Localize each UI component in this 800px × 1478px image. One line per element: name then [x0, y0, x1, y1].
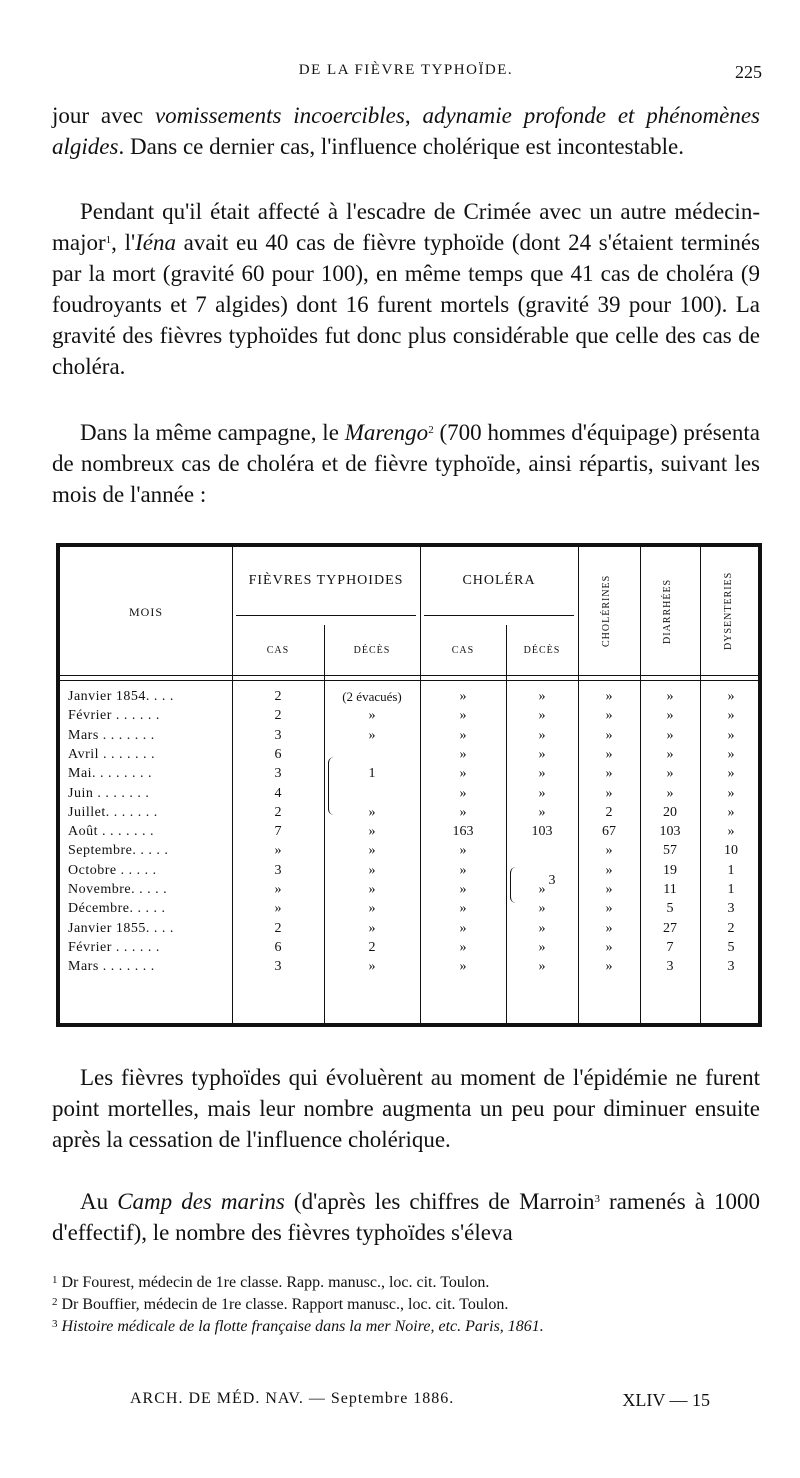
row-dys: »: [727, 824, 735, 840]
row-ccas: »: [459, 746, 467, 762]
table-row: [60, 824, 758, 843]
row-ccas: »: [459, 804, 467, 820]
row-dys: »: [727, 708, 735, 724]
row-chol: »: [605, 843, 613, 859]
row-cdec: »: [538, 920, 546, 936]
row-diar: »: [666, 785, 674, 801]
header-cholera: CHOLÉRA: [462, 573, 536, 588]
row-dys: »: [727, 766, 735, 782]
row-cdec: »: [538, 746, 546, 762]
paragraph-1: [52, 100, 760, 162]
row-cdec: »: [538, 882, 546, 897]
row-mois: Septembre. . . . .: [68, 843, 169, 859]
row-fcas: 3: [274, 727, 282, 743]
row-dys: »: [727, 727, 735, 743]
row-chol: »: [605, 959, 613, 975]
row-chol: »: [605, 766, 613, 782]
p2-text-1: Pendant qu'il était affecté à l'escadre de Crimée avec un autre médecin-major: [52, 199, 760, 255]
p2-text-2: , l': [111, 230, 136, 255]
row-diar: 20: [663, 804, 677, 820]
row-fcas: 2: [274, 920, 282, 936]
row-dys: »: [727, 785, 735, 801]
row-fcas: 7: [274, 824, 282, 840]
data-table: [56, 543, 762, 1027]
row-chol: 67: [602, 824, 616, 840]
table-row: [60, 747, 758, 766]
cholera-deces-merged: 3: [548, 873, 556, 888]
row-chol: 2: [605, 804, 613, 820]
table-brace-fievres: [236, 615, 416, 616]
running-header: [50, 62, 762, 86]
header-dysenteries: DYSENTERIES: [723, 571, 734, 651]
p2-text-3: avait eu 40 cas de fièvre typhoïde (dont 24 s'étaient terminés par la mort (gravité 60 pour 100), en même temps que 41 cas de choléra (9 foudroyants et 7 algides) dont 16 furent mortels (gravité 39 pour 100). La gravité des fièvres typhoïdes fut donc plus considérable que celle des cas de choléra.: [52, 230, 760, 379]
row-mois: Avril . . . . . . .: [68, 746, 156, 762]
header-deces-fievres: DÉCÈS: [353, 645, 391, 656]
row-chol: »: [605, 862, 613, 878]
page-number: 225: [735, 62, 762, 82]
row-cdec: »: [538, 804, 546, 820]
footnote-ref-3[interactable]: 3: [594, 1193, 600, 1205]
table-header-rule: [60, 675, 758, 676]
row-fcas: 3: [274, 766, 282, 782]
p4-text-1: Les fièvres typhoïdes qui évoluèrent au moment de l'épidémie ne furent point mortelles, mais leur nombre augmenta un peu pour diminuer ensuite après la cessation de l'influence cholérique.: [52, 1065, 760, 1152]
row-dys: 3: [727, 959, 735, 975]
row-ccas: »: [459, 727, 467, 743]
p1-italic-2: adynamie profonde et phénomènes algides: [52, 103, 760, 159]
row-chol: »: [605, 746, 613, 762]
row-fcas: 2: [274, 804, 282, 820]
row-diar: 19: [663, 862, 677, 878]
table-row: [60, 921, 758, 940]
row-fdec: 1: [368, 766, 376, 782]
footnote-ref-1[interactable]: 1: [105, 234, 112, 246]
row-fdec: »: [368, 708, 376, 724]
row-fdec: »: [368, 843, 376, 859]
row-ccas: »: [459, 766, 467, 782]
footnote-2: [52, 1294, 760, 1315]
table-row: [60, 728, 758, 747]
row-fcas: 6: [274, 939, 282, 955]
row-dys: »: [727, 804, 735, 820]
table-row: [60, 689, 758, 708]
table-row: [60, 959, 758, 978]
row-fcas: »: [274, 882, 282, 897]
row-ccas: »: [459, 862, 467, 878]
row-mois: Mars . . . . . . .: [68, 959, 155, 975]
row-fdec: »: [368, 901, 376, 917]
footnote-1-number: 1: [52, 1274, 58, 1286]
row-fcas: »: [274, 843, 282, 859]
row-chol: »: [605, 939, 613, 955]
row-fcas: 3: [274, 862, 282, 878]
row-diar: »: [666, 708, 674, 724]
row-mois: Juillet. . . . . . .: [68, 804, 158, 820]
p1-text-3: . Dans ce dernier cas, l'influence cholérique est incontestable.: [118, 134, 684, 159]
row-ccas: »: [459, 901, 467, 917]
row-diar: 103: [659, 824, 681, 840]
row-mois: Juin . . . . . . .: [68, 785, 150, 801]
row-ccas: »: [459, 939, 467, 955]
header-mois: MOIS: [128, 605, 163, 619]
row-fcas: 3: [274, 959, 282, 975]
header-deces-cholera: DÉCÈS: [523, 645, 561, 656]
row-dys: 1: [727, 862, 735, 878]
row-fdec: »: [368, 920, 376, 936]
row-diar: 27: [663, 920, 677, 936]
table-row: [60, 940, 758, 959]
header-fievres: FIÈVRES TYPHOIDES: [248, 573, 404, 588]
row-chol: »: [605, 785, 613, 801]
table-row: [60, 882, 758, 901]
row-fcas: 4: [274, 785, 282, 801]
row-diar: 11: [663, 882, 677, 897]
footnote-3: [52, 1316, 760, 1337]
row-ccas: »: [459, 843, 467, 859]
header-cholerines: CHOLÉRINES: [601, 574, 612, 648]
table-row: [60, 708, 758, 727]
row-fdec: (2 évacués): [342, 689, 402, 704]
row-mois: Mars . . . . . . .: [68, 727, 155, 743]
row-fcas: 2: [274, 708, 282, 724]
row-fdec: »: [368, 804, 376, 820]
row-cdec: 103: [531, 824, 553, 840]
row-diar: 5: [666, 901, 674, 917]
row-mois: Février . . . . . .: [68, 708, 160, 724]
table-header-rule-2: [60, 680, 758, 681]
table-row: [60, 766, 758, 785]
table-row: [60, 843, 758, 862]
row-diar: »: [666, 727, 674, 743]
p3-italic-1: Marengo: [344, 420, 429, 445]
row-fdec: »: [368, 862, 376, 878]
footnote-2-number: 2: [52, 1296, 58, 1308]
row-dys: 5: [727, 939, 735, 955]
row-chol: »: [605, 727, 613, 743]
table-brace-cholera: [424, 615, 574, 616]
row-mois: Décembre. . . . .: [68, 901, 166, 917]
cholera-deces-brace: [510, 867, 519, 903]
row-ccas: »: [459, 785, 467, 801]
row-fcas: »: [274, 901, 282, 917]
p1-text-1: jour avec: [52, 103, 155, 128]
footnote-1: [52, 1272, 760, 1293]
row-diar: 7: [666, 939, 674, 955]
row-fdec: »: [368, 727, 376, 743]
paragraph-4: [52, 1062, 760, 1155]
table-row: [60, 863, 758, 882]
paragraph-3: [52, 417, 760, 510]
row-chol: »: [605, 689, 613, 704]
row-dys: 10: [724, 843, 738, 859]
row-mois: Janvier 1854. . . .: [68, 689, 174, 704]
p5-text-2: (d'après les chiffres de Marroin: [284, 1189, 595, 1214]
p5-text-1: Au: [80, 1189, 118, 1214]
row-cdec: »: [538, 959, 546, 975]
row-mois: Novembre. . . . .: [68, 882, 168, 897]
page-footer: [130, 1390, 710, 1416]
row-cdec: »: [538, 766, 546, 782]
table-row: [60, 901, 758, 920]
paragraph-5: [52, 1186, 760, 1248]
footnote-3-number: 3: [52, 1318, 58, 1330]
row-fcas: 6: [274, 746, 282, 762]
row-diar: »: [666, 766, 674, 782]
row-mois: Octobre . . . . .: [68, 862, 157, 878]
table-row: [60, 805, 758, 824]
row-chol: »: [605, 901, 613, 917]
row-cdec: »: [538, 689, 546, 704]
row-cdec: »: [538, 785, 546, 801]
row-dys: 1: [727, 882, 735, 897]
row-diar: 3: [666, 959, 674, 975]
p1-italic-1: vomissements incoercibles: [154, 103, 405, 128]
p5-italic-1: Camp des marins: [117, 1189, 285, 1214]
row-mois: Mai. . . . . . . .: [68, 766, 153, 782]
row-cdec: »: [538, 708, 546, 724]
row-fdec: »: [368, 959, 376, 975]
table-row: [60, 786, 758, 805]
row-ccas: 163: [452, 824, 474, 840]
row-dys: 3: [727, 901, 735, 917]
row-diar: 57: [663, 843, 677, 859]
footnote-ref-2[interactable]: 2: [428, 424, 434, 436]
running-title: DE LA FIÈVRE TYPHOÏDE.: [298, 62, 514, 78]
row-dys: »: [727, 689, 735, 704]
row-cdec: »: [538, 939, 546, 955]
row-ccas: »: [459, 920, 467, 936]
header-cas-cholera: CAS: [451, 645, 475, 656]
footnote-2-text: Dr Bouffier, médecin de 1re classe. Rapport manusc., loc. cit. Toulon.: [61, 1296, 509, 1313]
row-dys: »: [727, 746, 735, 762]
row-fdec: »: [368, 824, 376, 840]
row-chol: »: [605, 920, 613, 936]
deces-brace: [328, 757, 337, 815]
header-diarrhees: DIARRHÉES: [662, 578, 673, 644]
row-dys: 2: [727, 920, 735, 936]
row-chol: »: [605, 882, 613, 897]
row-fcas: 2: [274, 689, 282, 704]
row-fdec: 2: [368, 939, 376, 955]
row-chol: »: [605, 708, 613, 724]
header-cas-fievres: CAS: [266, 645, 290, 656]
footer-journal: ARCH. DE MÉD. NAV. — Septembre 1886.: [130, 1390, 455, 1407]
row-cdec: »: [538, 901, 546, 917]
p2-italic-1: Iéna: [135, 230, 176, 255]
row-mois: Février . . . . . .: [68, 939, 160, 955]
row-diar: »: [666, 746, 674, 762]
footer-signature: XLIV — 15: [622, 1390, 710, 1410]
row-mois: Janvier 1855. . . .: [68, 920, 174, 936]
row-diar: »: [666, 689, 674, 704]
p1-text-2: ,: [404, 103, 423, 128]
footnote-3-text: Histoire médicale de la flotte française dans la mer Noire, etc. Paris, 1861.: [61, 1318, 544, 1335]
footnote-1-text: Dr Fourest, médecin de 1re classe. Rapp. manusc., loc. cit. Toulon.: [61, 1274, 490, 1291]
row-ccas: »: [459, 708, 467, 724]
p3-text-1: Dans la même campagne, le: [80, 420, 345, 445]
paragraph-2: [52, 196, 760, 382]
row-ccas: »: [459, 882, 467, 897]
row-ccas: »: [459, 959, 467, 975]
row-cdec: »: [538, 727, 546, 743]
p5-text-3: ramenés à 1000 d'effectif), le nombre des fièvres typhoïdes s'éleva: [52, 1189, 760, 1245]
row-mois: Août . . . . . . .: [68, 824, 154, 840]
p3-text-2: (700 hommes d'équipage) présenta de nombreux cas de choléra et de fièvre typhoïde, ainsi répartis, suivant les mois de l'année :: [52, 420, 760, 507]
row-fdec: »: [368, 882, 376, 897]
row-ccas: »: [459, 689, 467, 704]
